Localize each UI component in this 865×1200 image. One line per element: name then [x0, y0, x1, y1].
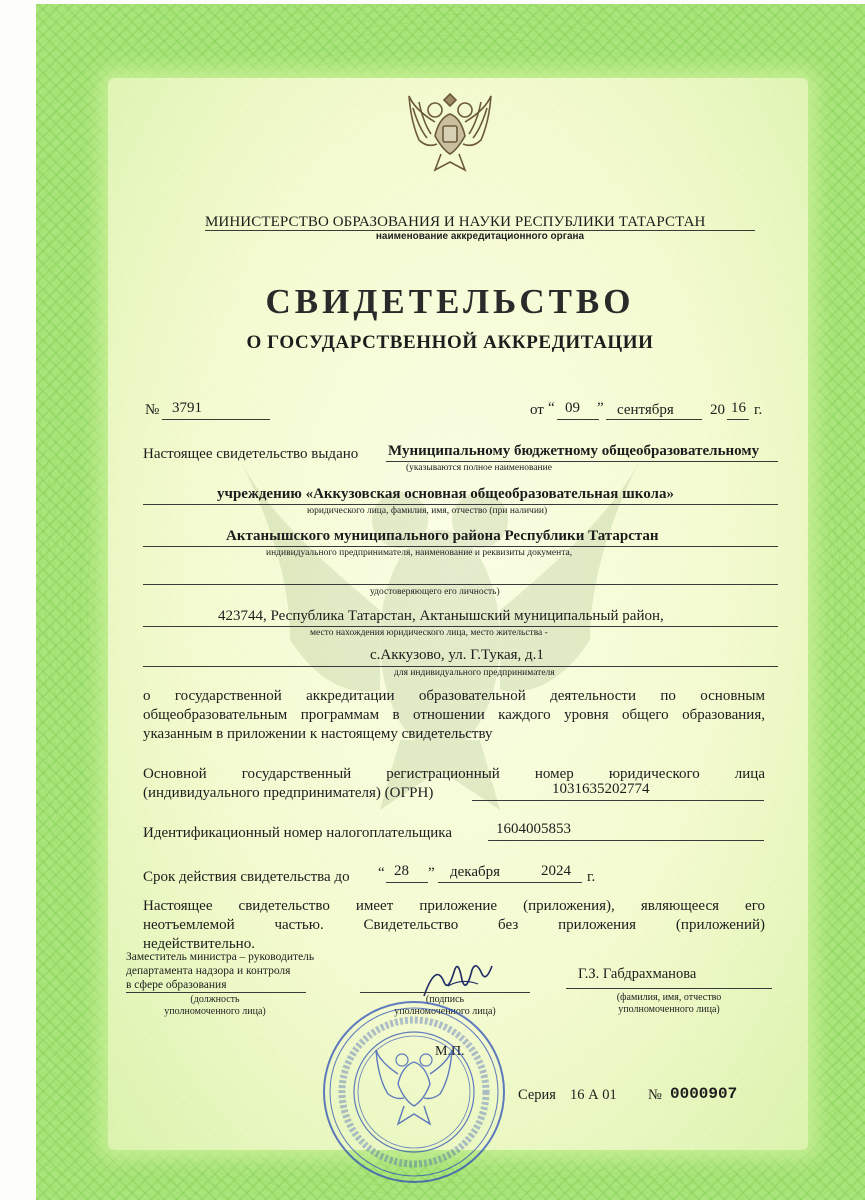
accreditation-line-3: указанным в приложении к настоящему свидетельству [143, 726, 493, 742]
signer-position [126, 950, 314, 992]
signer-position-line-1: Заместитель министра – руководитель [126, 951, 315, 963]
coat-of-arms-icon [405, 88, 495, 176]
caption-identity: удостоверяющего его личность) [370, 587, 500, 597]
accreditation-line-2: общеобразовательным программам в отношении каждого уровня общего образования, [143, 707, 765, 723]
issue-year-prefix: 20 [710, 402, 725, 418]
validity-month: декабря [450, 864, 501, 880]
caption-name-2: уполномоченного лица) [618, 1004, 720, 1015]
validity-quote-open: “ [378, 865, 385, 881]
official-seal-icon [318, 996, 510, 1188]
date-quote-close: ” [597, 400, 604, 416]
series-label: Серия [518, 1087, 556, 1103]
certificate-number: 3791 [172, 400, 202, 416]
caption-name [574, 992, 764, 1016]
series-number: 0000907 [670, 1085, 738, 1103]
address-line-1: 423744, Республика Татарстан, Актанышский муниципальный район, [218, 608, 664, 624]
signer-position-line-2: департамента надзора и контроля [126, 965, 291, 977]
holder-name-line-1: Муниципальному бюджетному общеобразовательному [388, 443, 760, 459]
validity-year: 2024 [541, 863, 571, 879]
caption-location: место нахождения юридического лица, место жительства - [310, 628, 548, 638]
caption-entrepreneur: индивидуального предпринимателя, наименование и реквизиты документа, [266, 548, 573, 558]
validity-quote-close: ” [428, 865, 435, 881]
ogrn-value: 1031635202774 [552, 781, 650, 797]
number-label: № [145, 402, 160, 418]
caption-position-2: уполномоченного лица) [164, 1006, 266, 1017]
date-quote-open: “ [548, 400, 555, 416]
caption-residence: для индивидуального предпринимателя [394, 668, 555, 678]
accreditation-line-1: о государственной аккредитации образовательной деятельности по основным [143, 688, 765, 704]
series-number-label: № [648, 1087, 662, 1103]
inn-label: Идентификационный номер налогоплательщика [143, 825, 453, 841]
ogrn-line-2: (индивидуального предпринимателя) (ОГРН) [143, 785, 434, 801]
caption-legal-entity: юридического лица, фамилия, имя, отчество (при наличии) [307, 506, 548, 516]
document-title: СВИДЕТЕЛЬСТВО [265, 282, 635, 321]
issue-year-suffix: 16 [731, 400, 746, 416]
holder-name-line-3: Актанышского муниципального района Республики Татарстан [226, 528, 659, 544]
date-from-label: от [530, 402, 544, 418]
address-line-2: с.Аккузово, ул. Г.Тукая, д.1 [370, 647, 544, 663]
stamp-place-label: М.П. [435, 1044, 465, 1059]
ministry-caption: наименование аккредитационного органа [375, 231, 585, 242]
holder-name-line-2: учреждению «Аккузовская основная общеобразовательная школа» [217, 486, 674, 502]
inn-value: 1604005853 [496, 821, 571, 837]
ministry-name: МИНИСТЕРСТВО ОБРАЗОВАНИЯ И НАУКИ РЕСПУБЛИКИ ТАТАРСТАН [205, 214, 706, 230]
signer-position-line-3: в сфере образования [126, 979, 227, 991]
issue-month: сентября [617, 402, 674, 418]
caption-position [130, 994, 300, 1018]
series-value: 16 А 01 [570, 1087, 617, 1103]
issue-year-mark: г. [754, 402, 763, 418]
appendix-line-3: недействительно. [143, 936, 255, 952]
validity-year-mark: г. [587, 869, 596, 885]
issue-day: 09 [565, 400, 580, 416]
issued-lead: Настоящее свидетельство выдано [143, 446, 359, 462]
caption-signature-1: (подпись [425, 994, 465, 1005]
document-subtitle: О ГОСУДАРСТВЕННОЙ АККРЕДИТАЦИИ [246, 332, 654, 353]
caption-full-name: (указываются полное наименование [406, 463, 552, 473]
signer-name: Г.З. Габдрахманова [578, 966, 697, 982]
caption-name-1: (фамилия, имя, отчество [616, 992, 722, 1003]
appendix-line-1: Настоящее свидетельство имеет приложение (приложения), являющееся его [143, 898, 765, 914]
caption-signature-2: уполномоченного лица) [394, 1006, 496, 1017]
validity-day: 28 [394, 863, 409, 879]
ogrn-line-1: Основной государственный регистрационный номер юридического лица [143, 766, 765, 782]
caption-position-1: (должность [190, 994, 240, 1005]
validity-label: Срок действия свидетельства до [143, 869, 350, 885]
appendix-line-2: неотъемлемой частью. Свидетельство без приложения (приложений) [143, 917, 765, 933]
